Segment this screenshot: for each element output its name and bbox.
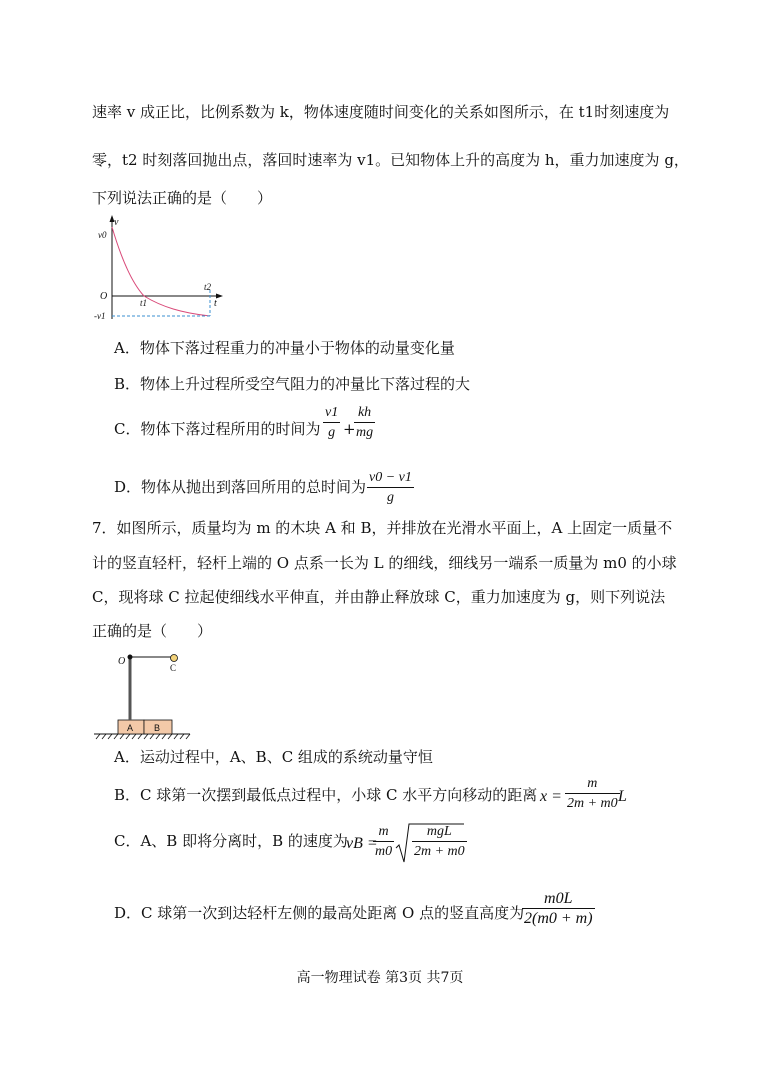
q7-b-fraction: $\frac{m}{2m + m0}$ — [567, 776, 618, 811]
v0-label: v0 — [98, 230, 107, 240]
q6-stem-line1: 速率 v 成正比，比例系数为 k，物体速度随时间变化的关系如图所示，在 t1时刻速度为 — [92, 103, 670, 121]
v-axis-label: v — [114, 217, 119, 228]
q7-b-tail: L — [618, 788, 627, 805]
q7-stem-line2: 计的竖直轻杆，轻杆上端的 O 点系一长为 L 的细线，细线另一端系一质量为 m0 的小球 — [92, 554, 677, 572]
point-o-label: O — [118, 656, 126, 667]
t2-label: t2 — [204, 282, 212, 292]
origin-label: O — [100, 291, 108, 302]
q6-option-b: B．物体上升过程所受空气阻力的冲量比下落过程的大 — [114, 375, 471, 393]
q6-c-fraction-1: $\frac{v1}{g}$ — [325, 405, 339, 440]
block-a-label: A — [127, 723, 134, 733]
q6-option-c-text: C．物体下落过程所用的时间为 — [114, 420, 321, 438]
q7-b-lhs: x = — [540, 788, 562, 805]
ball-c-label: C — [170, 663, 177, 673]
q7-option-d-text: D．C 球第一次到达轻杆左侧的最高处距离 O 点的竖直高度为 — [114, 904, 525, 922]
q7-stem-line3: C，现将球 C 拉起使细线水平伸直，并由静止释放球 C，重力加速度为 g，则下列说法 — [92, 588, 666, 606]
q6-d-fraction: $\frac{v0 - v1}{g}$ — [369, 470, 412, 505]
q6-stem-line2: 零，t2 时刻落回抛出点，落回时速率为 v1。已知物体上升的高度为 h，重力加速度为 g， — [92, 151, 689, 169]
q7-c-fraction: $\frac{m}{m0}$ — [375, 824, 393, 859]
block-b-label: B — [154, 723, 161, 733]
velocity-curve — [112, 227, 210, 316]
q7-c-lhs: vB = — [346, 835, 378, 852]
q7-option-c-text: C．A、B 即将分离时，B 的速度为 — [114, 832, 348, 850]
q7-option-a: A．运动过程中，A、B、C 组成的系统动量守恒 — [114, 748, 433, 766]
neg-v1-label: -v1 — [94, 311, 106, 321]
pendulum-blocks-figure — [92, 648, 202, 740]
q7-stem-line1: 7．如图所示，质量均为 m 的木块 A 和 B，并排放在光滑水平面上，A 上固定一质量不 — [92, 519, 673, 537]
q7-d-fraction: $\frac{m0L}{2(m0 + m)}$ — [524, 890, 593, 927]
q6-c-fraction-2: $\frac{kh}{mg}$ — [356, 405, 374, 440]
q7-stem-line4: 正确的是（ ） — [92, 622, 213, 640]
q6-option-a: A．物体下落过程重力的冲量小于物体的动量变化量 — [114, 339, 455, 357]
q6-c-plus: + — [343, 420, 356, 438]
q6-stem-line3: 下列说法正确的是（ ） — [92, 189, 273, 207]
q7-c-radicand: mgL 2m + m0 — [414, 824, 465, 859]
page-footer: 高一物理试卷 第3页 共7页 — [296, 970, 464, 986]
t1-label: t1 — [140, 298, 148, 308]
q6-option-d-text: D．物体从抛出到落回所用的总时间为 — [114, 478, 367, 496]
ball-c — [171, 655, 178, 662]
velocity-time-graph — [92, 213, 227, 325]
t-axis-label: t — [214, 298, 217, 309]
q7-option-b-text: B．C 球第一次摆到最低点过程中，小球 C 水平方向移动的距离 — [114, 786, 538, 804]
